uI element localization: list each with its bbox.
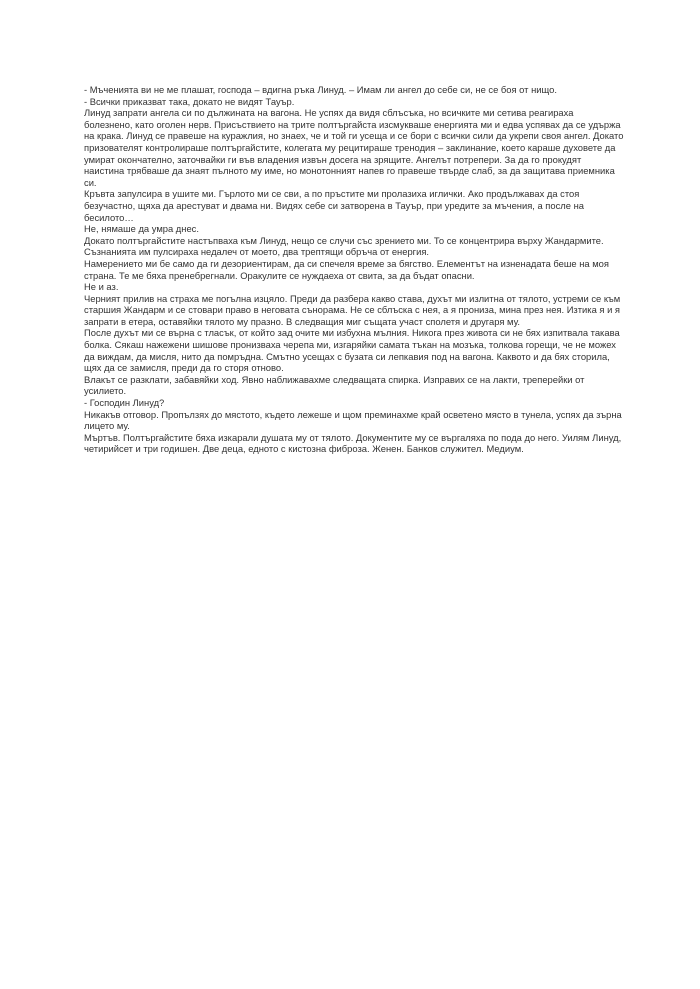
paragraph: Не и аз. xyxy=(84,281,119,293)
paragraph: Намерението ми бе само да ги дезориентирам, да си спечеля време за бягство. Елементът на изненадата беше на моя страна. Те ме бяха пренебрегнали. Оракулите се нуждаеха от свита, за да бъдат опасни. xyxy=(84,257,609,281)
paragraph: Никакъв отговор. Пропълзях до мястото, където лежеше и щом преминахме край осветено място в тунела, успях да зърна лицето му. xyxy=(84,408,622,432)
paragraph: Черният прилив на страха ме погълна изцяло. Преди да разбера какво става, духът ми излитна от тялото, устреми се към старшия Жандарм и се стовари право в неговата сънорама. Не се сблъска с нея, а я прониза, мина през нея. Изтика я и я запрати в етера, оставяйки тялото му празно. В следващия миг същата участ сполетя и другаря му. xyxy=(84,292,621,327)
paragraph: - Господин Линуд? xyxy=(84,397,165,409)
paragraph: Влакът се разклати, забавяйки ход. Явно наближавахме следващата спирка. Изправих се на лакти, треперейки от усилието. xyxy=(84,373,585,397)
paragraph: - Всички приказват така, докато не видят Тауър. xyxy=(84,95,295,107)
paragraph: - Мъченията ви не ме плашат, господа – вдигна ръка Линуд. – Имам ли ангел до себе си, не се боя от нищо. xyxy=(84,84,557,95)
body-text xyxy=(84,84,624,455)
paragraph: Кръвта запулсира в ушите ми. Гърлото ми се сви, а по пръстите ми пролазиха иглички. Ако продължавах да стоя безучастно, щяха да арестуват и двама ни. Видях себе си затворена в Тауър, при уредите за мъчения, а после на бесилото… xyxy=(84,188,584,223)
paragraph: Докато полтъргайстите настъпваха към Линуд, нещо се случи със зрението ми. То се концентрира върху Жандармите. Съзнанията им пулсираха недалеч от моето, два трептящи обръча от енергия. xyxy=(84,234,604,258)
paragraph: Линуд запрати ангела си по дължината на вагона. Не успях да видя сблъсъка, но всичките ми сетива реагираха болезнено, като оголен нерв. Присъствието на трите полтъргайста изсмукваше енергията ми и едва успявах да се удържа на крака. Линуд се правеше на куражлия, но знаех, че и той ги усеща и се бори с всички сили да укрепи своя ангел. Докато призователят контролираше полтъргайстите, колегата му рецитираше тренодия – заклинание, което караше духовете да умират окончателно, заточвайки ги във владения извън досега на зрящите. Ангелът потрепери. За да го прокудят наистина трябваше да знаят пълното му име, но монотонният напев го правеше твърде слаб, за да защитава приемника си. xyxy=(84,107,624,188)
paragraph: После духът ми се върна с тласък, от който зад очите ми избухна мълния. Никога през живота си не бях изпитвала такава болка. Сякаш нажежени шишове пронизваха черепа ми, изгаряйки самата тъкан на мозъка, толкова горещи, че не можех да виждам, да мисля, нито да помръдна. Смътно усещах с бузата си лепкавия под на вагона. Каквото и да бях сторила, щях да се замисля, преди да го сторя отново. xyxy=(84,327,620,374)
paragraph: Не, нямаше да умра днес. xyxy=(84,223,199,235)
paragraph: Мъртъв. Полтъргайстите бяха изкарали душата му от тялото. Документите му се въргаляха по пода до него. Уилям Линуд, четирийсет и три годишен. Две деца, едното с кистозна фиброза. Женен. Банков служител. Медиум. xyxy=(84,431,622,455)
